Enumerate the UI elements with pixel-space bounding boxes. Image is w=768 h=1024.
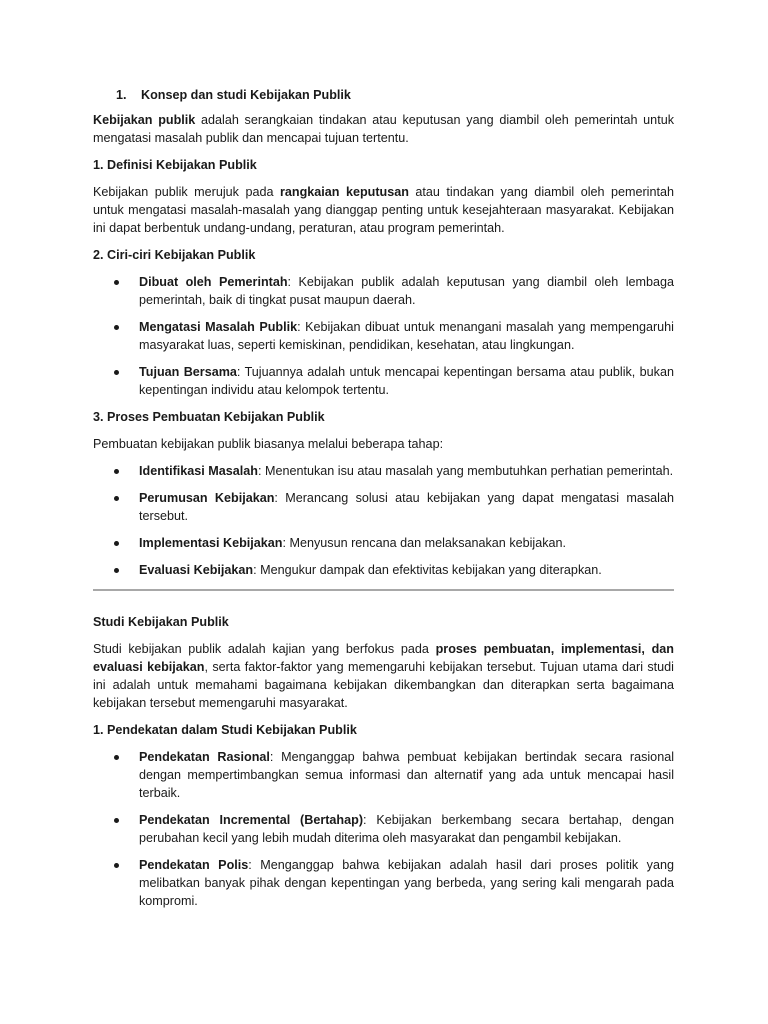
intro-bold: Kebijakan publik	[93, 113, 196, 127]
list-item	[93, 856, 674, 910]
item-desc: : Menganggap bahwa kebijakan adalah hasil dari proses politik yang melibatkan banyak pihak dengan kepentingan yang berbeda, yang sering kali mengarah pada kompromi.	[139, 858, 674, 908]
item-term: Dibuat oleh Pemerintah	[139, 275, 288, 289]
studi-text-post: , serta faktor-faktor yang memengaruhi kebijakan tersebut. Tujuan utama dari studi ini adalah untuk memahami bagaimana kebijakan dikembangkan dan diterapkan serta bagaimana kebijakan tersebut memengaruhi masyarakat.	[93, 660, 674, 710]
bullet-icon	[114, 568, 119, 573]
bullet-icon	[114, 370, 119, 375]
ciri-list	[93, 273, 674, 399]
list-item	[93, 318, 674, 354]
item-term: Evaluasi Kebijakan	[139, 563, 254, 577]
item-term: Pendekatan Rasional	[139, 750, 270, 764]
item-desc: : Menyusun rencana dan melaksanakan kebijakan.	[282, 536, 567, 550]
bullet-icon	[114, 325, 119, 330]
item-term: Implementasi Kebijakan	[139, 536, 283, 550]
definisi-text-post: atau tindakan yang diambil oleh pemerintah untuk mengatasi masalah-masalah yang dianggap penting untuk kesejahteraan masyarakat. Kebijakan ini dapat berbentuk undang-undang, peraturan, atau program pemerintah.	[93, 185, 674, 235]
proses-intro: Pembuatan kebijakan publik biasanya melalui beberapa tahap:	[93, 437, 444, 451]
list-item	[93, 363, 674, 399]
item-desc: : Menganggap bahwa pembuat kebijakan bertindak secara rasional dengan mempertimbangkan semua informasi dan alternatif yang ada untuk mencapai hasil terbaik.	[139, 750, 674, 800]
pendekatan-list	[93, 748, 674, 910]
pendekatan-heading: 1. Pendekatan dalam Studi Kebijakan Publik	[93, 723, 357, 737]
item-term: Perumusan Kebijakan	[139, 491, 275, 505]
item-desc: : Mengukur dampak dan efektivitas kebijakan yang diterapkan.	[253, 563, 602, 577]
item-term: Pendekatan Incremental (Bertahap)	[139, 813, 364, 827]
list-item	[93, 748, 674, 802]
item-desc: : Kebijakan berkembang secara bertahap, dengan perubahan kecil yang lebih mudah diterima oleh masyarakat dan pengambil kebijakan.	[139, 813, 675, 845]
studi-intro-paragraph	[93, 640, 674, 712]
bullet-icon	[114, 755, 119, 760]
horizontal-divider	[93, 589, 674, 591]
item-desc: : Kebijakan publik adalah keputusan yang diambil oleh lembaga pemerintah, baik di tingkat pusat maupun daerah.	[139, 275, 674, 307]
definisi-text-pre: Kebijakan publik merujuk pada	[93, 185, 280, 199]
definisi-paragraph	[93, 183, 674, 237]
section-title-text: Konsep dan studi Kebijakan Publik	[141, 88, 351, 102]
item-term: Identifikasi Masalah	[139, 464, 258, 478]
item-desc: : Kebijakan dibuat untuk menangani masalah yang mempengaruhi masyarakat luas, seperti kemiskinan, pendidikan, kesehatan, atau lingkungan.	[139, 320, 674, 352]
item-desc: : Merancang solusi atau kebijakan yang dapat mengatasi masalah tersebut.	[139, 491, 674, 523]
item-desc: : Tujuannya adalah untuk mencapai kepentingan bersama atau publik, bukan kepentingan individu atau kelompok tertentu.	[139, 365, 674, 397]
section-title	[93, 88, 674, 102]
ciri-heading: 2. Ciri-ciri Kebijakan Publik	[93, 248, 256, 262]
studi-bold: proses pembuatan, implementasi, dan evaluasi kebijakan	[93, 642, 674, 674]
list-item	[93, 561, 674, 579]
item-term: Mengatasi Masalah Publik	[139, 320, 298, 334]
item-term: Tujuan Bersama	[139, 365, 237, 379]
item-term: Pendekatan Polis	[139, 858, 249, 872]
item-desc: : Menentukan isu atau masalah yang membutuhkan perhatian pemerintah.	[257, 464, 674, 478]
definisi-heading: 1. Definisi Kebijakan Publik	[93, 158, 257, 172]
studi-title: Studi Kebijakan Publik	[93, 615, 229, 629]
list-item	[93, 811, 674, 847]
bullet-icon	[114, 541, 119, 546]
intro-text: adalah serangkaian tindakan atau keputusan yang diambil oleh pemerintah untuk mengatasi masalah publik dan mencapai tujuan tertentu.	[93, 113, 674, 145]
bullet-icon	[114, 280, 119, 285]
list-item	[93, 273, 674, 309]
list-item	[93, 489, 674, 525]
bullet-icon	[114, 496, 119, 501]
section-number: 1.	[116, 88, 127, 102]
list-item	[93, 462, 674, 480]
list-item	[93, 534, 674, 552]
bullet-icon	[114, 469, 119, 474]
intro-paragraph	[93, 111, 674, 147]
definisi-bold: rangkaian keputusan	[279, 185, 409, 199]
studi-text-pre: Studi kebijakan publik adalah kajian yang berfokus pada	[93, 642, 436, 656]
bullet-icon	[114, 863, 119, 868]
bullet-icon	[114, 818, 119, 823]
proses-heading: 3. Proses Pembuatan Kebijakan Publik	[93, 410, 325, 424]
proses-list	[93, 462, 674, 579]
